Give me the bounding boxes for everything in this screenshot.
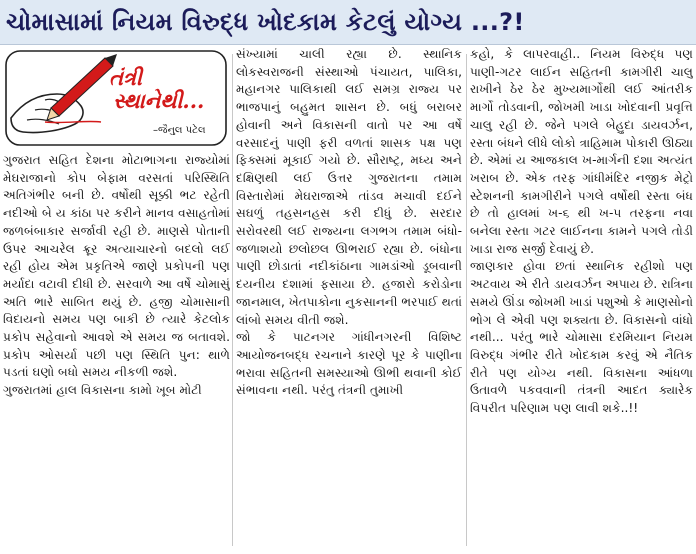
paragraph: સંખ્યામાં ચાલી રહ્યા છે. સ્થાનિક લોકસ્વરાજની સંસ્થાઓ પંચાયત, પાલિકા, મહાનગર પાલિકાથી લઈ સમગ્ર રાજ્ય પર ભાજપાનું બહુમત શાસન છે. બધું બરાબર હોવાની અને વિકાસની વાતો પર આ વર્ષે વરસાદનું પાણી ફરી વળતાં શાસક પક્ષ પણ ફિક્સમાં મૂકાઈ ગયો છે. સૌરાષ્ટ્ર, મધ્ય અને દક્ષિણથી લઈ ઉત્તર ગુજરાતના તમામ વિસ્તારોમાં મેઘરાજાએ તાંડવ મચાવી દઈને સઘળું તહસનહસ કરી દીધું છે. સરદાર સરોવરથી લઈ રાજ્યના લગભગ તમામ બંધો-જળાશયો છલોછલ ઊભરાઈ રહ્યા છે. બંધોના પાણી છોડાતાં નદીકાંઠાના ગામડાંઓ ડૂબવાની દયનીય દશામાં ફસાયા છે. હજારો કરોડોના જાનમાલ, ખેતપાકોના નુકસાનની ભરપાઈ થતાં લાંબો સમય વીતી જશે. bbox=[236, 47, 462, 327]
paragraph: જો કે પાટનગર ગાંધીનગરની વિશિષ્ટ આયોજનબદ્ધ રચનાને કારણે પૂર કે પાણીના ભરાવા સહિતની સમસ્યાઓ ઊભી થવાની કોઈ સંભાવના નથી. પરંતુ તંત્રની તુમાખી bbox=[236, 330, 462, 398]
column-1 bbox=[3, 46, 230, 554]
column-divider bbox=[466, 54, 467, 546]
logo-title-line-1: તંત્રી bbox=[109, 65, 142, 90]
logo-title-line-2: સ્થાનેથી... bbox=[113, 88, 205, 113]
editorial-logo-title bbox=[109, 66, 204, 112]
paragraph: ગુજરાતમાં હાલ વિકાસના કામો ખૂબ મોટી bbox=[3, 383, 202, 398]
column-2 bbox=[236, 46, 462, 554]
column-divider bbox=[232, 54, 233, 546]
paragraph: કહો, કે લાપરવાહી.. નિયમ વિરુદ્ધ પણ પાણી-ગટર લાઈન સહિતની કામગીરી ચાલુ રાખીને ઠેર ઠેર મુખ્યમાર્ગોથી લઈ આંતરીક માર્ગો તોડવાની, જોખમી ખાડા ખોદવાની પ્રવૃત્તિ ચાલુ રહી છે. જેને પગલે બેહુદા ડાયવર્ઝન, રસ્તા બંધને લીધે લોકો ત્રાહિમામ પોકારી ઊઠ્યા છે. એમાં ય આજકાલ ખ-માર્ગની દશા અત્યંત ખરાબ છે. એક તરફ ગાંધીમંદિર નજીક મેટ્રો સ્ટેશનની કામગીરીને પગલે વર્ષોથી રસ્તા બંધ છે તો હાલમાં ખ-૬ થી ખ-૫ તરફના નવા બનેલા રસ્તા ગટર લાઈનના કામને પગલે તોડી ખાડા રાજ સર્જી દેવાયું છે. bbox=[470, 47, 693, 256]
editorial-logo bbox=[5, 50, 227, 146]
article-body bbox=[0, 46, 696, 554]
paragraph: જાણકાર હોવા છતાં સ્થાનિક રહીશો પણ અટવાય એ રીતે ડાયવર્ઝન અપાય છે. રાત્રિના સમયે ઊંડા જોખમી ખાડાં પશુઓ કે માણસોનો ભોગ લે એવી પણ શક્યતા છે. વિકાસનો વાંધો નથી... પરંતુ ભારે ચોમાસા દરમિયાન નિયમ વિરુદ્ધ ગંભીર રીતે ખોદકામ કરવું એ નૈતિક રીતે પણ યોગ્ય નથી. વિકાસના આંધળા ઉતાવળે પકવવાની તંત્રની આદત ક્યારેક વિપરીત પરિણામ પણ લાવી શકે..!! bbox=[470, 259, 693, 416]
column-3 bbox=[470, 46, 693, 554]
headline: ચોમાસામાં નિયમ વિરુદ્ધ ખોદકામ કેટલું યોગ્ય ...?! bbox=[6, 8, 525, 36]
author-byline: –જૈનુલ પટેલ bbox=[153, 125, 206, 136]
paragraph: ગુજરાત સહિત દેશના મોટાભાગના રાજ્યોમાં મેઘરાજાનો કોપ બેફામ વરસતાં પરિસ્થિતિ અતિગંભીર બની છે. વર્ષોથી સૂક્કી ભટ રહેતી નદીઓ બે ય કાંઠા પર કરીને માનવ વસાહતોમાં જળબંબાકાર સર્જાવી રહી છે. માણસે પોતાની ઉપર આચરેલ ક્રૂર અત્યાચારનો બદલો લઈ રહી હોય એમ પ્રકૃતિએ જાણે પ્રકોપની પણ મર્યાદા વટાવી દીધી છે. સરવાળે આ વર્ષે ચોમાસું અતિ ભારે સાબિત થયું છે. હજી ચોમાસાની વિદાયનો સમય પણ બાકી છે ત્યારે કેટલોક પ્રકોપ સહેવાનો આવશે એ સમય જ બતાવશે. પ્રકોપ ઓસર્યા પછી પણ સ્થિતિ પુન: થાળે પડતાં ઘણો બધો સમય નીકળી જશે. bbox=[3, 153, 230, 380]
